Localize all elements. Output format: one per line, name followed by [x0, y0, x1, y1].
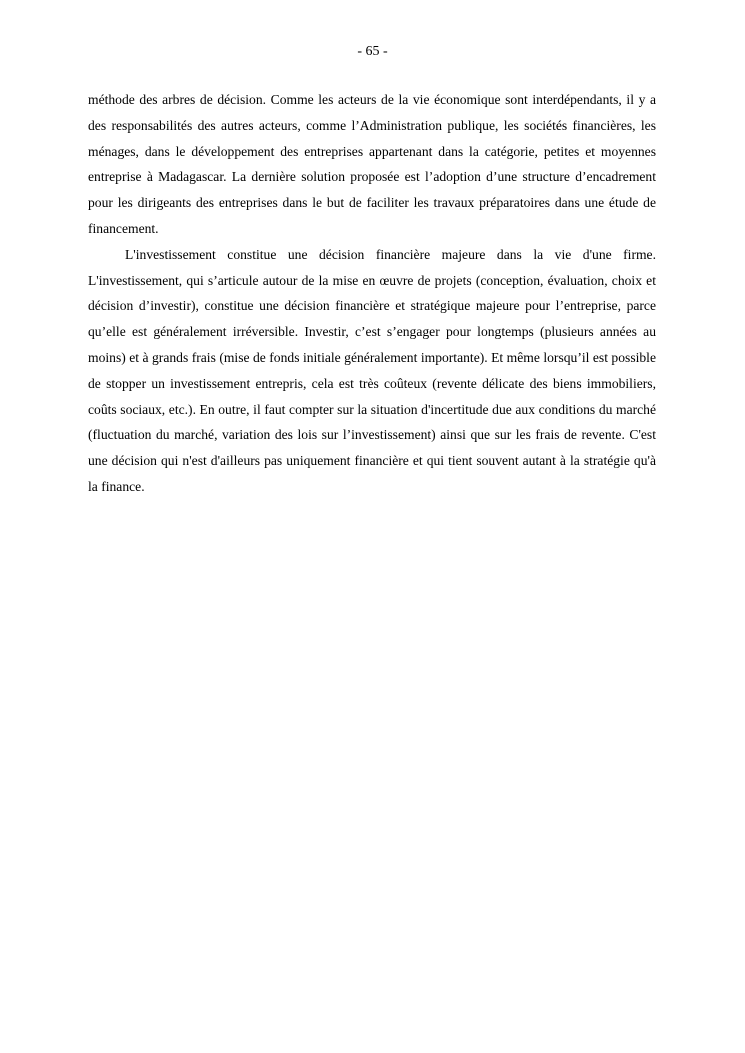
page-number: - 65 - [357, 44, 388, 59]
body-text [88, 87, 656, 500]
paragraph-investissement: L'investissement constitue une décision financière majeure dans la vie d'une firme. L'investissement, qui s’articule autour de la mise en œuvre de projets (conception, évaluation, choix et décision d’investir), constitue une décision financière et stratégique majeure pour l’entreprise, parce qu’elle est généralement irréversible. Investir, c’est s’engager pour longtemps (plusieurs années au moins) et à grands frais (mise de fonds initiale généralement importante). Et même lorsqu’il est possible de stopper un investissement entrepris, cela est très coûteux (revente délicate des biens immobiliers, coûts sociaux, etc.). En outre, il faut compter sur la situation d'incertitude due aux conditions du marché (fluctuation du marché, variation des lois sur l’investissement) ainsi que sur les frais de revente. C'est une décision qui n'est d'ailleurs pas uniquement financière et qui tient souvent autant à la stratégie qu'à la finance. [88, 246, 656, 494]
paragraph-continuation: méthode des arbres de décision. Comme les acteurs de la vie économique sont interdépendants, il y a des responsabilités des autres acteurs, comme l’Administration publique, les sociétés financières, les ménages, dans le développement des entreprises appartenant dans la catégorie, petites et moyennes entreprise à Madagascar. La dernière solution proposée est l’adoption d’une structure d’encadrement pour les dirigeants des entreprises dans le but de faciliter les travaux préparatoires dans une étude de financement. [88, 92, 656, 236]
